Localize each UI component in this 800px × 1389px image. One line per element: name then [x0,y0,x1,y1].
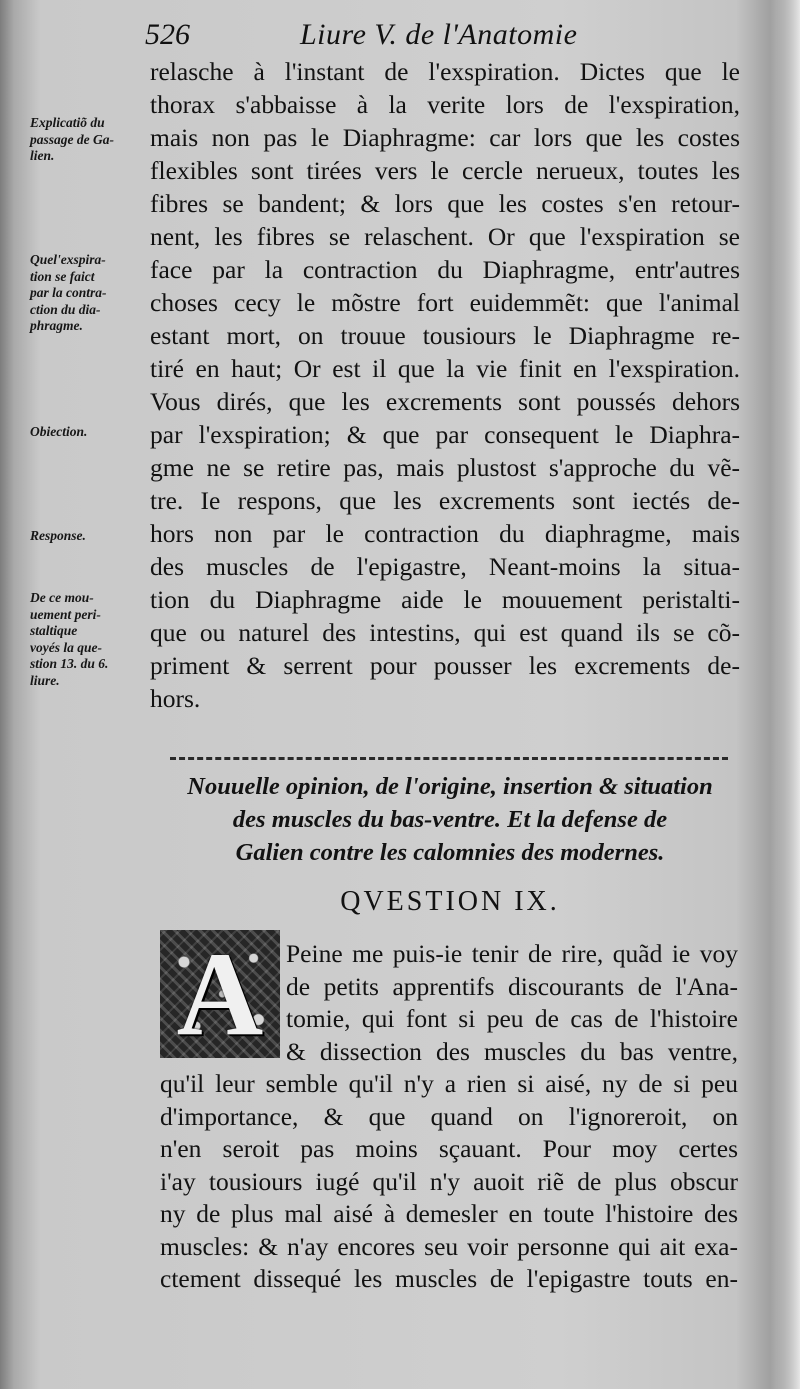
text-line: face par la contraction du Diaphragme, entr'autres [150,255,740,284]
marginal-note-obiection [30,424,152,441]
marginal-line: Explicatiõ du [30,115,105,130]
text-line: de petits apprentifs discourants de l'Ana- [286,971,738,1001]
text-line: qu'il leur semble qu'il n'y a rien si aisé, ny de si peu [160,1069,738,1098]
marginal-note-peristaltique [30,590,152,689]
text-line: n'en seroit pas moins sçauant. Pour moy certes [160,1134,738,1163]
text-line: hors. [150,684,201,713]
text-line: tion du Diaphragme aide le mouuement peristalti- [150,585,740,614]
marginal-line: Response. [30,528,86,543]
text-line: i'ay tousiours iugé qu'il n'y auoit riẽ de plus obscur [160,1166,738,1196]
marginal-line: staltique [30,623,78,638]
marginal-line: lien. [30,148,55,163]
marginal-line: stion 13. du 6. [30,656,109,671]
text-line: ny de plus mal aisé à demesler en toute l'histoire des [160,1199,738,1228]
section-title-line: Galien contre les calomnies des modernes. [235,839,665,866]
marginal-note-response [30,528,152,545]
marginal-line: De ce mou- [30,590,94,605]
marginal-line: passage de Ga- [30,131,114,147]
marginal-line: Obiection. [30,424,88,439]
text-line: des muscles de l'epigastre, Neant-moins la situa- [150,552,740,581]
marginal-line: ction du dia- [30,301,101,317]
text-line: par l'exspiration; & que par consequent le Diaphra- [150,420,740,449]
text-line: gme ne se retire pas, mais plustost s'approche du vẽ- [150,453,740,482]
text-line: choses cecy le mõstre fort euidemmẽt: que l'animal [150,288,740,317]
text-line: ctement dissequé les muscles de l'epigastre touts en- [160,1264,738,1293]
marginal-note-explication [30,115,152,165]
question-heading: QVESTION IX. [340,886,560,917]
marginal-note-exspiration [30,252,152,335]
section-title-line: Nouuelle opinion, de l'origine, insertion & situation [187,773,713,800]
text-line: Peine me puis-ie tenir de rire, quãd ie voy [286,939,738,968]
text-line: que ou naturel des intestins, qui est quand ils se cõ- [150,618,740,647]
text-line: nent, les fibres se relaschent. Or que l'exspiration se [150,222,740,251]
text-line: priment & serrent pour pousser les excrements de- [150,651,740,680]
text-line: mais non pas le Diaphragme: car lors que les costes [150,123,740,152]
text-line: estant mort, on trouue tousiours le Diaphragme re- [150,321,740,350]
text-line: d'importance, & que quand on l'ignoreroit, on [160,1101,738,1131]
text-line: tiré en haut; Or est il que la vie finit en l'exspiration. [150,354,740,383]
text-line: hors non par le contraction du diaphragme, mais [150,519,740,548]
section-divider [170,757,728,760]
marginal-line: Quel'exspira- [30,252,106,267]
text-line: tomie, qui font si peu de cas de l'histoire [286,1004,738,1033]
marginal-line: voyés la que- [30,639,102,655]
text-line: & dissection des muscles du bas ventre, [286,1036,738,1066]
running-title: Liure V. de l'Anatomie [300,18,578,51]
text-line: flexibles sont tirées vers le cercle nerueux, toutes les [150,156,740,185]
page-number: 526 [145,18,190,51]
text-line: fibres se bandent; & lors que les costes s'en retour- [150,189,740,218]
text-line: thorax s'abbaisse à la verite lors de l'exspiration, [150,90,740,119]
question-paragraph [160,938,738,1296]
drop-cap-letter: A [176,930,264,1058]
marginal-line: tion se faict [30,268,95,284]
section-title-line: des muscles du bas-ventre. Et la defense de [232,806,668,833]
text-line: Vous dirés, que les excrements sont poussés dehors [150,387,740,416]
text-line: muscles: & n'ay encores seu voir personne qui ait exa- [160,1231,738,1261]
text-line: tre. Ie respons, que les excrements sont iectés de- [150,486,740,515]
body-paragraph [150,55,740,715]
text-line: relasche à l'instant de l'exspiration. Dictes que le [150,57,740,86]
marginal-line: phragme. [30,318,83,333]
section-title [150,770,750,869]
marginal-line: liure. [30,672,60,688]
marginal-line: uement peri- [30,606,101,622]
marginal-line: par la contra- [30,285,107,300]
